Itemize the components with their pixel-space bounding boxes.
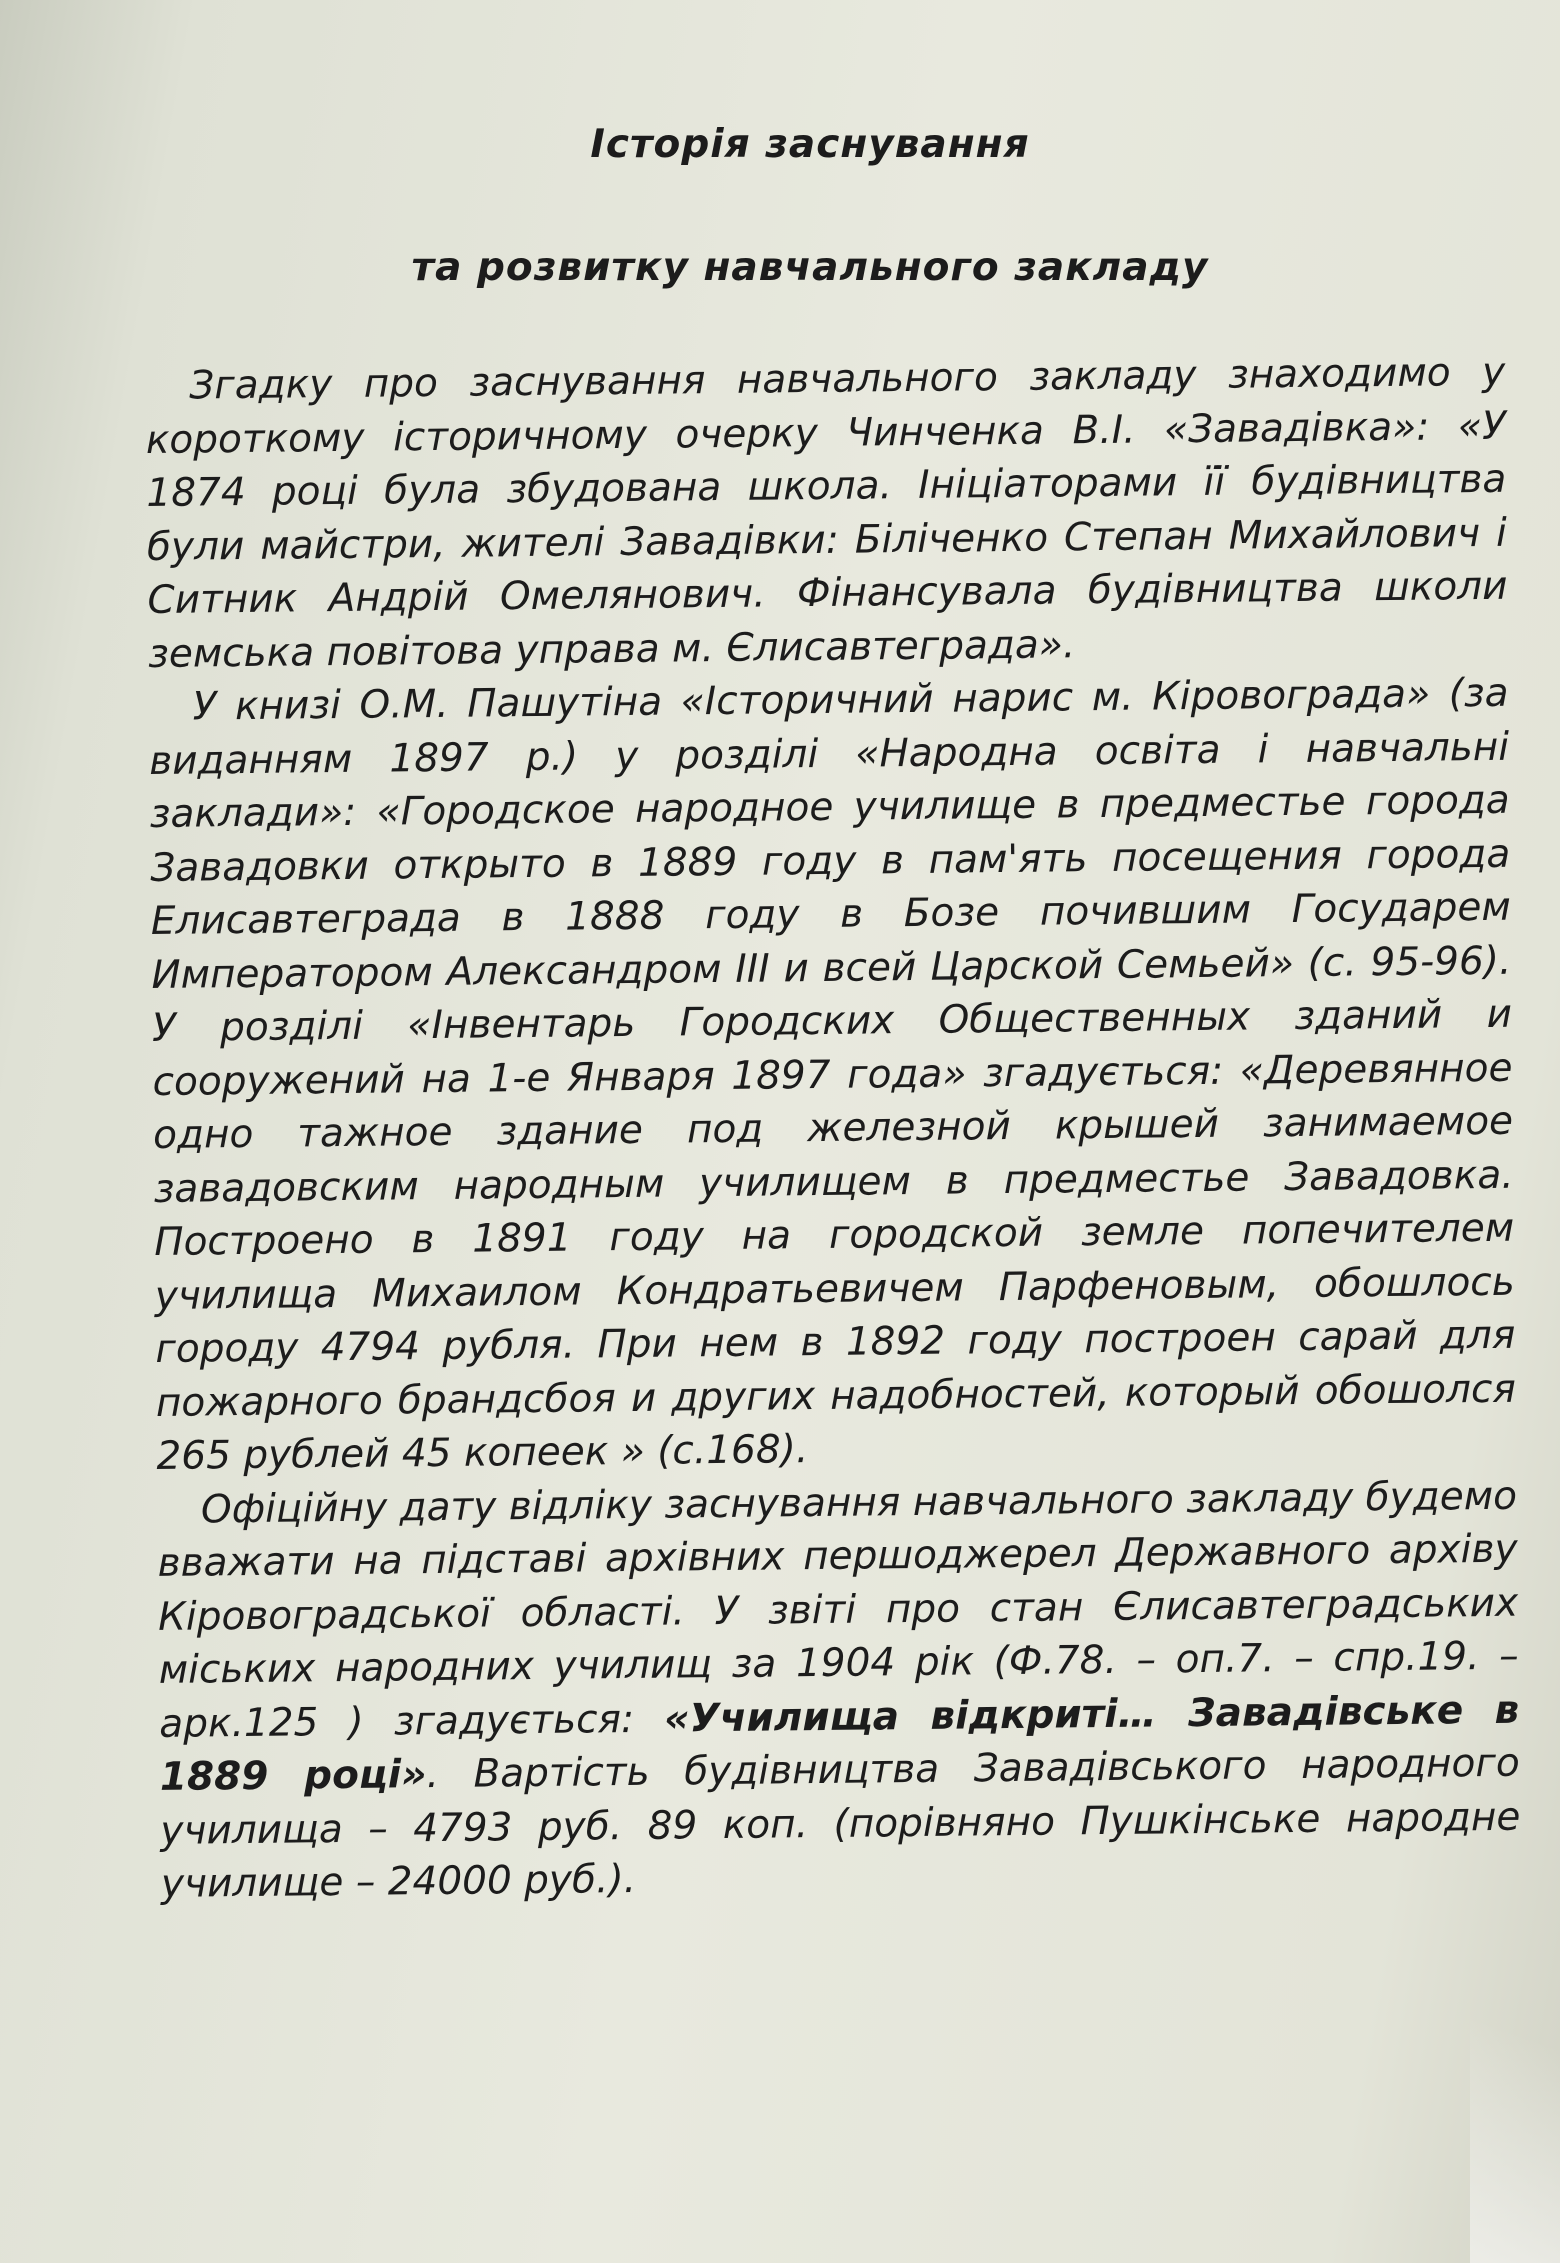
title-line-1: Історія заснування	[590, 122, 1030, 167]
page-corner-glare	[1470, 1883, 1560, 2263]
paragraph-3-part-b: . Вартість будівництва Завадівського народного училища – 4793 руб. 89 коп. (порівняно Пушкінське народне училище – 24000 руб.).	[160, 1740, 1521, 1907]
body-text	[145, 346, 1521, 1912]
paragraph-2: У книзі О.М. Пашутіна «Історичний нарис м. Кіровограда» (за виданням 1897 р.) у розділі «Народна освіта і навчальні заклади»: «Городское народное училище в предместье города Завадовки открыто в 1889 году в пам'ять посещения города Елисавтеграда в 1888 году в Бозе почившим Государем Императором Александром III и всей Царской Семьей» (с. 95-96). У розділі «Інвентарь Городских Общественных зданий и сооружений на 1-е Января 1897 года» згадується: «Деревянное одно тажное здание под железной крышей занимаемое завадовским народным училищем в предместье Завадовка. Построено в 1891 году на городской земле попечителем училища Михаилом Кондратьевичем Парфеновым, обошлось городу 4794 рубля. При нем в 1892 году построен сарай для пожарного брандсбоя и других надобностей, который обошолся 265 рублей 45 копеек » (с.168).	[148, 670, 1517, 1479]
paragraph-3	[157, 1469, 1521, 1911]
paragraph-1: Згадку про заснування навчального закладу знаходимо у короткому історичному очерку Чинченка В.І. «Завадівка»: «У 1874 році була збудована школа. Ініціаторами її будівництва були майстри, жителі Завадівки: Біліченко Степан Михайлович і Ситник Андрій Омелянович. Фінансувала будівництва школи земська повітова управа м. Єлисавтеграда».	[145, 349, 1508, 677]
title-line-2: та розвитку навчального закладу	[411, 245, 1209, 290]
paragraph-3-bold-quote: «Училища відкриті… Завадівське в 1889 році»	[159, 1687, 1520, 1800]
paragraph-3-part-a: Офіційну дату відліку заснування навчального закладу будемо вважати на підставі архівних першоджерел Державного архіву Кіровоградської області. У звіті про стан Єлисавтеградських міських народних училищ за 1904 рік (Ф.78. – оп.7. – спр.19. – арк.125 ) згадується:	[157, 1473, 1519, 1747]
